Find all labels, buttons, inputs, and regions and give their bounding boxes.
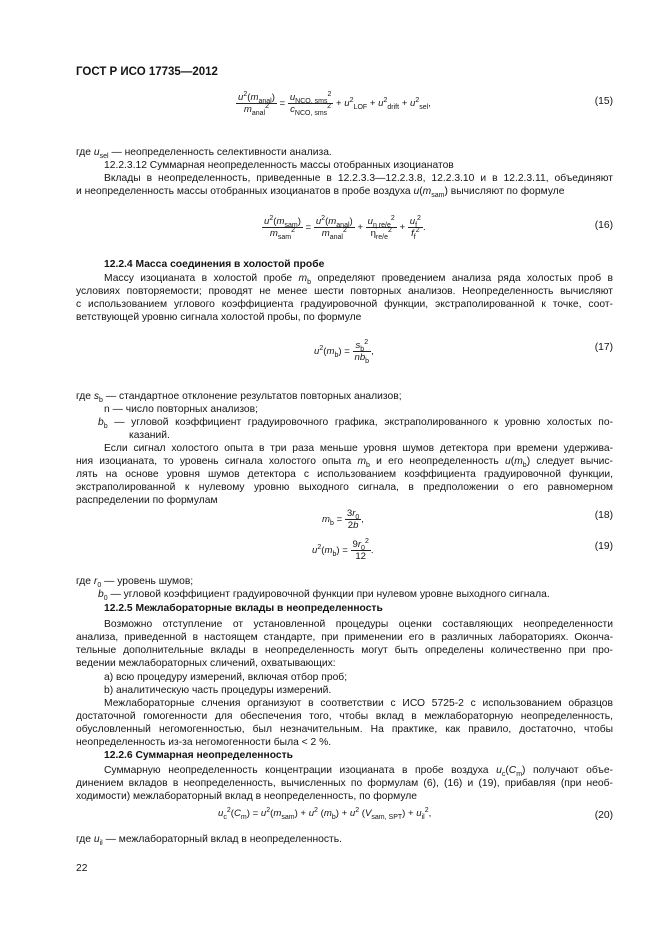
- text-line: обусловленный негомогенностью, был незначительным. На практике, как правило, достаточно, чтобы: [76, 724, 613, 735]
- text-line: где $r_0$ — уровень шумов;: [76, 576, 194, 590]
- text-line: ходимости) межлабораторный вклад в неопределенность, по формуле: [76, 791, 418, 802]
- text-line: анализа, приведенной в настоящем стандарте, при применении его в различных лабораториях. Оконча-: [76, 632, 613, 643]
- formula-16: $\frac{u^2(m_{sam})}{m_{sam}^2}$ = $\frac{u^2(m_{anal})}{m_{anal}^2}$ + $\frac{u_{\eta re/e}^2}{\eta_{re/e}^2}$ + $\frac{u_f^2}{f_f^2}$ .: [264, 214, 426, 241]
- list-item-a: a) всю процедуру измерений, включая отбор проб;: [104, 672, 348, 683]
- formula-19: $u^2(m_b)$ = $\frac{9r_0^2}{12}$ .: [312, 537, 374, 562]
- document-header: ГОСТ Р ИСО 17735—2012: [76, 66, 218, 78]
- text-line: и неопределенность массы отобранных изоцианатов в пробе воздуха $u(m_{sam})$ вычисляют по формуле: [76, 186, 565, 200]
- equation-number-19: (19): [594, 541, 613, 552]
- text-line: Возможно отступление от установленной процедуры оценки составляющих неопределенности: [104, 619, 613, 630]
- section-heading-12-2-6: 12.2.6 Суммарная неопределенность: [104, 750, 294, 761]
- text-line: Если сигнал холостого опыта в три раза меньше уровня шумов детектора при времени удержива-: [104, 443, 613, 454]
- formula-15: $\frac{u^2(m_{anal})}{m_{anal}^2}$ = $\frac{u_{NCO, sms}^2}{c_{NCO, sms}^2}$ + $u^2_{LOF} + u^2_{drift} + u^2_{sel}$,: [238, 90, 431, 117]
- text-line: достаточной гомогенности для обеспечения того, чтобы вклад в межлабораторную неопределенность,: [76, 711, 613, 722]
- text-line: где $u_{il}$ — межлабораторный вклад в неопределенность.: [76, 834, 342, 848]
- equation-number-15: (15): [594, 96, 613, 107]
- section-heading-12-2-4: 12.2.4 Масса соединения в холостой пробе: [104, 259, 325, 270]
- text-line: условиях повторяемости; проводят не менее шести повторных анализов. Неопределенность вычисляют: [76, 286, 613, 297]
- text-line: неопределенность из-за негомогенности была < 2 %.: [76, 737, 332, 748]
- equation-number-17: (17): [594, 342, 613, 353]
- formula-17: $u^2(m_b)$ = $\frac{s_b^2}{nb_b}$ ,: [314, 338, 374, 365]
- page-number: 22: [76, 863, 88, 874]
- equation-number-18: (18): [594, 510, 613, 521]
- formula-18: $m_b$ = $\frac{3r_0}{2b}$ ,: [322, 508, 364, 531]
- equation-number-20: (20): [594, 810, 613, 821]
- equation-number-16: (16): [594, 220, 613, 231]
- section-heading-12-2-5: 12.2.5 Межлабораторные вклады в неопределенность: [104, 603, 383, 614]
- text-line: лять на основе уровня шумов детектора с использованием коэффициента градуировочной функции,: [76, 469, 613, 480]
- text-line: экстраполированной к нулевому уровню выходного сигнала, в предположении о его равномерном: [76, 482, 613, 493]
- list-item-b: b) аналитическую часть процедуры измерений.: [104, 685, 332, 696]
- paragraph-heading: 12.2.3.12 Суммарная неопределенность массы отобранных изоцианатов: [104, 160, 454, 171]
- formula-20: $u_c^2(C_m) = u^2(m_{sam}) + u^2$ $(m_b) + u^2$ $(V_{sam, SPT}) + u_{il}^2$,: [218, 806, 432, 821]
- text-line: Межлабораторные слчения организуют в соответствии с ИСО 5725-2 с использованием образцов: [104, 698, 613, 709]
- text-line: $b_0$ — угловой коэффициент градуировочной функции при нулевом уровне выходного сигнала.: [98, 589, 550, 603]
- text-line: распределении по формулам: [76, 495, 218, 506]
- text-line: Массу изоцианата в холостой пробе $m_b$ определяют проведением анализа ряда холостых проб в: [104, 273, 613, 287]
- text-line: ведении межлабораторных сличений, охватывающих:: [76, 658, 336, 669]
- text-line: ния изоцианата, то уровень сигнала холостого опыта $m_b$ и его неопределенность $u(m_b)$ следует вычис-: [76, 456, 613, 470]
- text-line: где $u_{sel}$ — неопределенность селективности анализа.: [76, 147, 332, 161]
- text-line: Суммарную неопределенность концентрации изоцианата в пробе воздуха $u_c(C_m)$ получают объе-: [104, 765, 613, 779]
- text-line: казаний.: [129, 430, 170, 441]
- text-line: ветствующей уровню сигнала холостой пробы, по формуле: [76, 312, 362, 323]
- text-line: тельные дополнительные вклады в неопределенность могут быть определены количественно при про-: [76, 645, 613, 656]
- text-line: динением вкладов в неопределенность, вычисленных по формулам (6), (16) и (19), прибавляя (при необ-: [76, 778, 613, 789]
- text-line: $b_b$ — угловой коэффициент градуировочного графика, экстраполированного к уровню холостых по-: [98, 417, 613, 431]
- text-line: Вклады в неопределенность, приведенные в 12.2.3.3—12.2.3.8, 12.2.3.10 и в 12.2.3.11, объединяют: [104, 173, 613, 184]
- text-line: n — число повторных анализов;: [104, 404, 258, 415]
- text-line: с использованием углового коэффициента градуировочной функции, экстраполированной к точке, соот-: [76, 299, 613, 310]
- text-line: где $s_b$ — стандартное отклонение результатов повторных анализов;: [76, 391, 402, 405]
